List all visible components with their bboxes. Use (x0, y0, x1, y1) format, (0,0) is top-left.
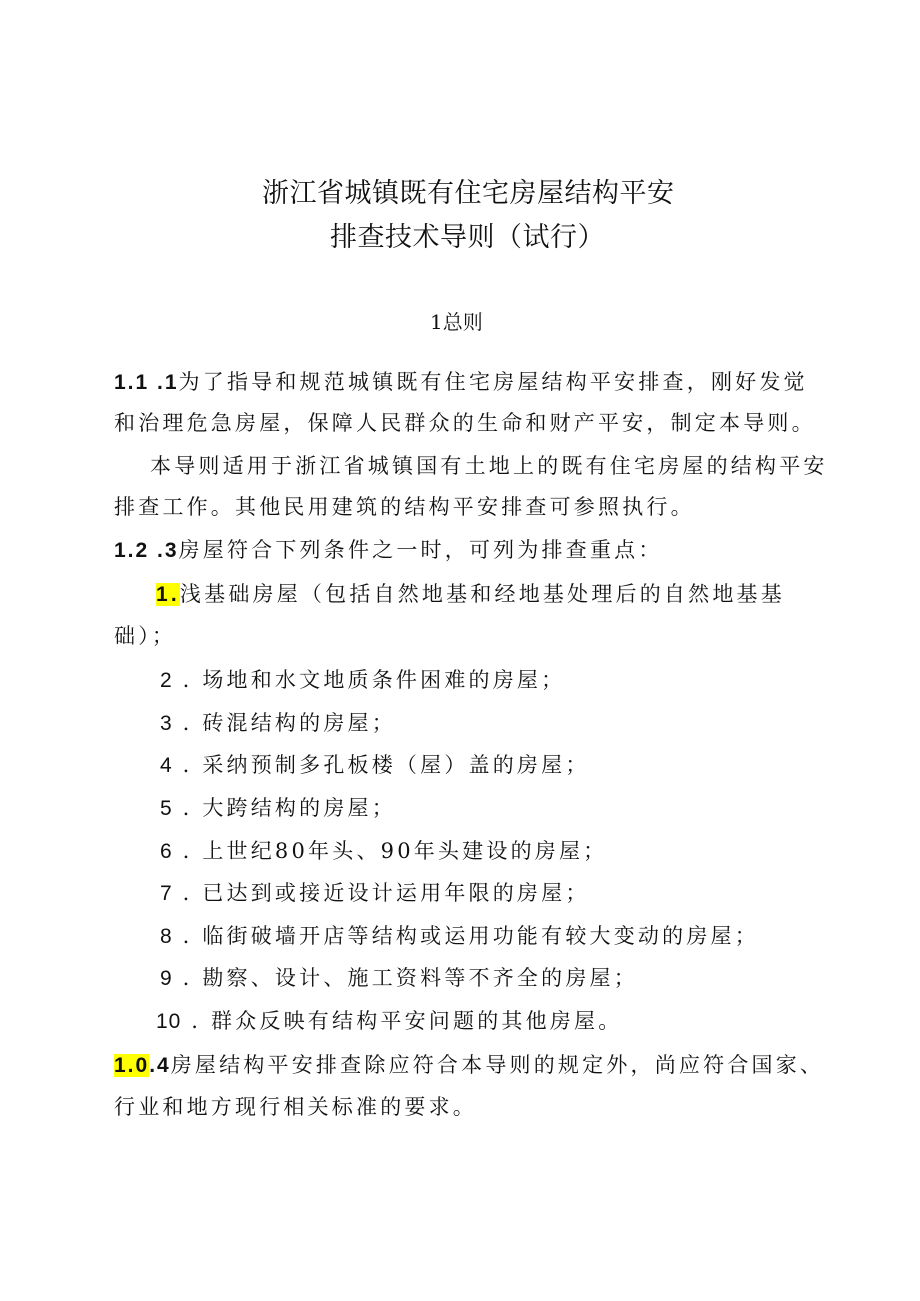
clause-1-1-1 (114, 372, 808, 393)
clause-number: 1.2 .3 (114, 539, 179, 562)
list-item-text: . 场地和水文地质条件困难的房屋； (182, 668, 566, 692)
scope-paragraph-line-2: 排查工作。其他民用建筑的结构平安排查可参照执行。 (114, 495, 695, 519)
clause-number-suffix: .4 (149, 1054, 171, 1077)
list-item-text: . 大跨结构的房屋； (182, 796, 396, 820)
clause-text: 房屋符合下列条件之一时，可列为排查重点： (178, 538, 663, 562)
list-item-number: 6 (160, 840, 173, 863)
list-item (160, 883, 590, 904)
list-item-text: . 勘察、设计、施工资料等不齐全的房屋； (182, 966, 638, 990)
list-item (160, 798, 396, 819)
list-item-number: 7 (160, 882, 173, 905)
list-item-number: 10 (156, 1010, 182, 1033)
clause-1-2-3 (114, 540, 663, 561)
list-item (160, 755, 590, 776)
list-item-text: . 砖混结构的房屋； (182, 711, 396, 735)
list-item (160, 841, 607, 862)
list-item-text: . 临街破墙开店等结构或运用功能有较大变动的房屋； (182, 924, 759, 948)
list-item (160, 926, 759, 947)
list-item-number: 9 (160, 967, 173, 990)
list-item (156, 1011, 622, 1032)
clause-1-1-1-continued: 和治理危急房屋，保障人民群众的生命和财产平安，制定本导则。 (114, 411, 816, 435)
list-item-number: 2 (160, 669, 173, 692)
list-item-text: . 群众反映有结构平安问题的其他房屋。 (191, 1009, 623, 1033)
list-item (160, 713, 396, 734)
document-title-line-2: 排查技术导则（试行） (330, 222, 605, 253)
document-title-line-1: 浙江省城镇既有住宅房屋结构平安 (262, 178, 675, 209)
list-item-text: . 采纳预制多孔板楼（屋）盖的房屋； (182, 753, 590, 777)
list-item-text: . 已达到或接近设计运用年限的房屋； (182, 881, 590, 905)
clause-1-0-4 (114, 1055, 824, 1076)
list-item-number: 3 (160, 712, 173, 735)
clause-number: 1.1 .1 (114, 371, 179, 394)
section-heading: 1总则 (430, 310, 483, 334)
list-item (156, 584, 785, 605)
list-item-number: 5 (160, 797, 173, 820)
scope-paragraph-line-1: 本导则适用于浙江省城镇国有土地上的既有住宅房屋的结构平安 (150, 454, 828, 478)
list-item-number: 1. (156, 583, 180, 606)
list-item-number: 4 (160, 754, 173, 777)
clause-number-highlighted: 1.0 (114, 1054, 150, 1077)
list-item (160, 968, 638, 989)
clause-text: 房屋结构平安排查除应符合本导则的规定外，尚应符合国家、 (170, 1053, 825, 1077)
list-item-text: 浅基础房屋（包括自然地基和经地基处理后的自然地基基 (179, 582, 785, 606)
clause-text: 为了指导和规范城镇既有住宅房屋结构平安排查，刚好发觉 (178, 370, 808, 394)
list-item-number: 8 (160, 925, 173, 948)
list-item (160, 670, 565, 691)
list-item-text: . 上世纪80年头、90年头建设的房屋； (182, 839, 608, 863)
list-item-continued: 础）； (114, 624, 177, 648)
clause-1-0-4-continued: 行业和地方现行相关标准的要求。 (114, 1095, 477, 1119)
